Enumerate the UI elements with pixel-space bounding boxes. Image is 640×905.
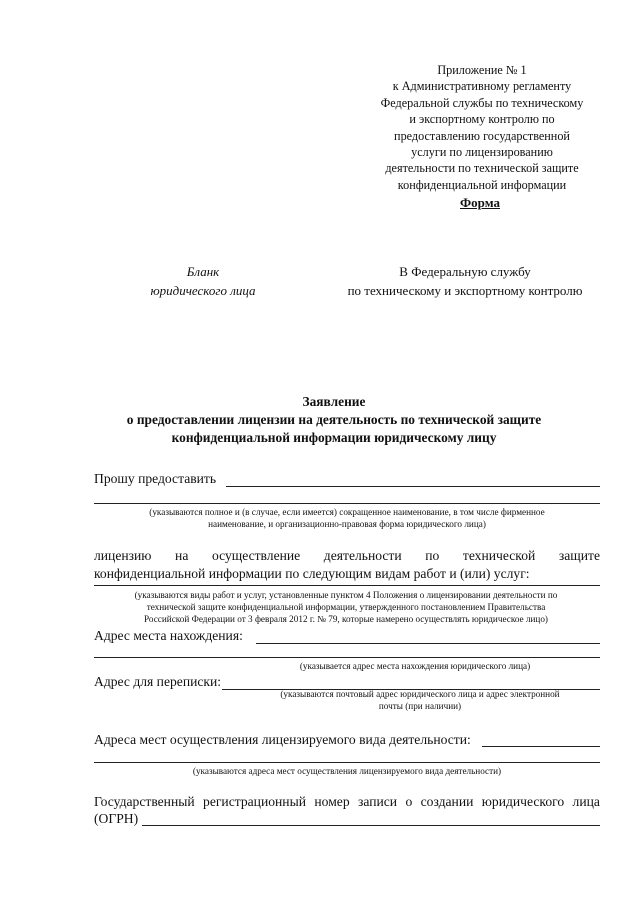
- mail-hint: [250, 688, 590, 712]
- blank-line: Бланк: [186, 264, 220, 279]
- location-fill-line[interactable]: [256, 643, 600, 644]
- hint-line: почты (при наличии): [378, 701, 462, 711]
- word: записи: [358, 794, 398, 809]
- word: технической: [462, 548, 536, 563]
- hint-line: технической защите конфиденциальной информации, утвержденного постановлением Правительства: [146, 602, 546, 612]
- activity-hint: (указываются адреса мест осуществления лицензируемого вида деятельности): [192, 766, 502, 776]
- mail-label: Адрес для переписки:: [94, 674, 222, 689]
- ogrn-fill-line[interactable]: [142, 825, 600, 826]
- works-fill-line[interactable]: [94, 585, 600, 586]
- word: Государственный: [94, 794, 195, 809]
- appendix-line: и экспортному контролю по: [409, 112, 555, 127]
- hint-line: Российской Федерации от 3 февраля 2012 г. № 79, которые намерено осуществлять юридическое лицо): [144, 614, 548, 624]
- title-line: конфиденциальной информации юридическому лицу: [171, 430, 497, 445]
- appendix-line: предоставлению государственной: [394, 128, 570, 143]
- word: защите: [558, 548, 600, 563]
- appendix-line: Приложение № 1: [437, 63, 527, 77]
- word: юридического: [481, 794, 565, 809]
- title-line: о предоставлении лицензии на деятельность по технической защите: [126, 412, 542, 427]
- appendix-line: конфиденциальной информации: [397, 177, 567, 192]
- hint-line: (указываются виды работ и услуг, установленные пунктом 4 Положения о лицензировании деятельности по: [134, 590, 558, 600]
- activity-fill-line[interactable]: [482, 746, 600, 747]
- activity-label: Адреса мест осуществления лицензируемого вида деятельности:: [94, 732, 471, 747]
- word: лица: [572, 794, 600, 809]
- form-label: Форма: [460, 195, 500, 210]
- request-hint: [94, 506, 600, 530]
- location-fill-line-2[interactable]: [94, 657, 600, 658]
- addressee-line: В Федеральную службу: [399, 264, 531, 279]
- word: номер: [314, 794, 350, 809]
- location-hint: (указывается адрес места нахождения юридического лица): [299, 661, 531, 671]
- ogrn-label: (ОГРН): [94, 811, 139, 826]
- request-fill-line[interactable]: [226, 486, 600, 487]
- appendix-line: Федеральной службы по техническому: [380, 95, 584, 110]
- hint-line: (указываются почтовый адрес юридического лица и адрес электронной: [280, 689, 560, 699]
- request-label: Прошу предоставить: [94, 471, 217, 486]
- addressee-line: по техническому и экспортному контролю: [347, 283, 583, 298]
- license-line-1: [94, 548, 600, 564]
- hint-line: (указываются полное и (в случае, если имеется) сокращенное наименование, в том числе фирменное: [149, 507, 545, 517]
- hint-line: наименование, и организационно-правовая форма юридического лица): [208, 519, 486, 529]
- word: создании: [420, 794, 474, 809]
- word: осуществление: [211, 548, 301, 563]
- works-hint: [86, 589, 606, 625]
- letterhead-blank: [130, 262, 276, 300]
- word: регистрационный: [203, 794, 306, 809]
- appendix-line: к Административному регламенту: [392, 79, 572, 94]
- appendix-line: деятельности по технической защите: [385, 161, 579, 176]
- appendix-line: услуги по лицензированию: [411, 145, 553, 160]
- word: о: [405, 794, 413, 809]
- license-line-2: конфиденциальной информации по следующим видам работ и (или) услуг:: [94, 566, 530, 581]
- request-fill-line-2[interactable]: [94, 503, 600, 504]
- addressee: [322, 262, 608, 300]
- blank-line: юридического лица: [150, 283, 256, 298]
- document-title: [84, 393, 584, 447]
- activity-fill-line-2[interactable]: [94, 762, 600, 763]
- word: на: [175, 548, 189, 563]
- location-label: Адрес места нахождения:: [94, 628, 243, 643]
- title-line: Заявление: [302, 394, 366, 409]
- word: по: [425, 548, 440, 563]
- appendix-header: [360, 62, 604, 193]
- word: лицензию: [94, 548, 152, 563]
- word: деятельности: [323, 548, 402, 563]
- ogrn-line-1: [94, 794, 600, 810]
